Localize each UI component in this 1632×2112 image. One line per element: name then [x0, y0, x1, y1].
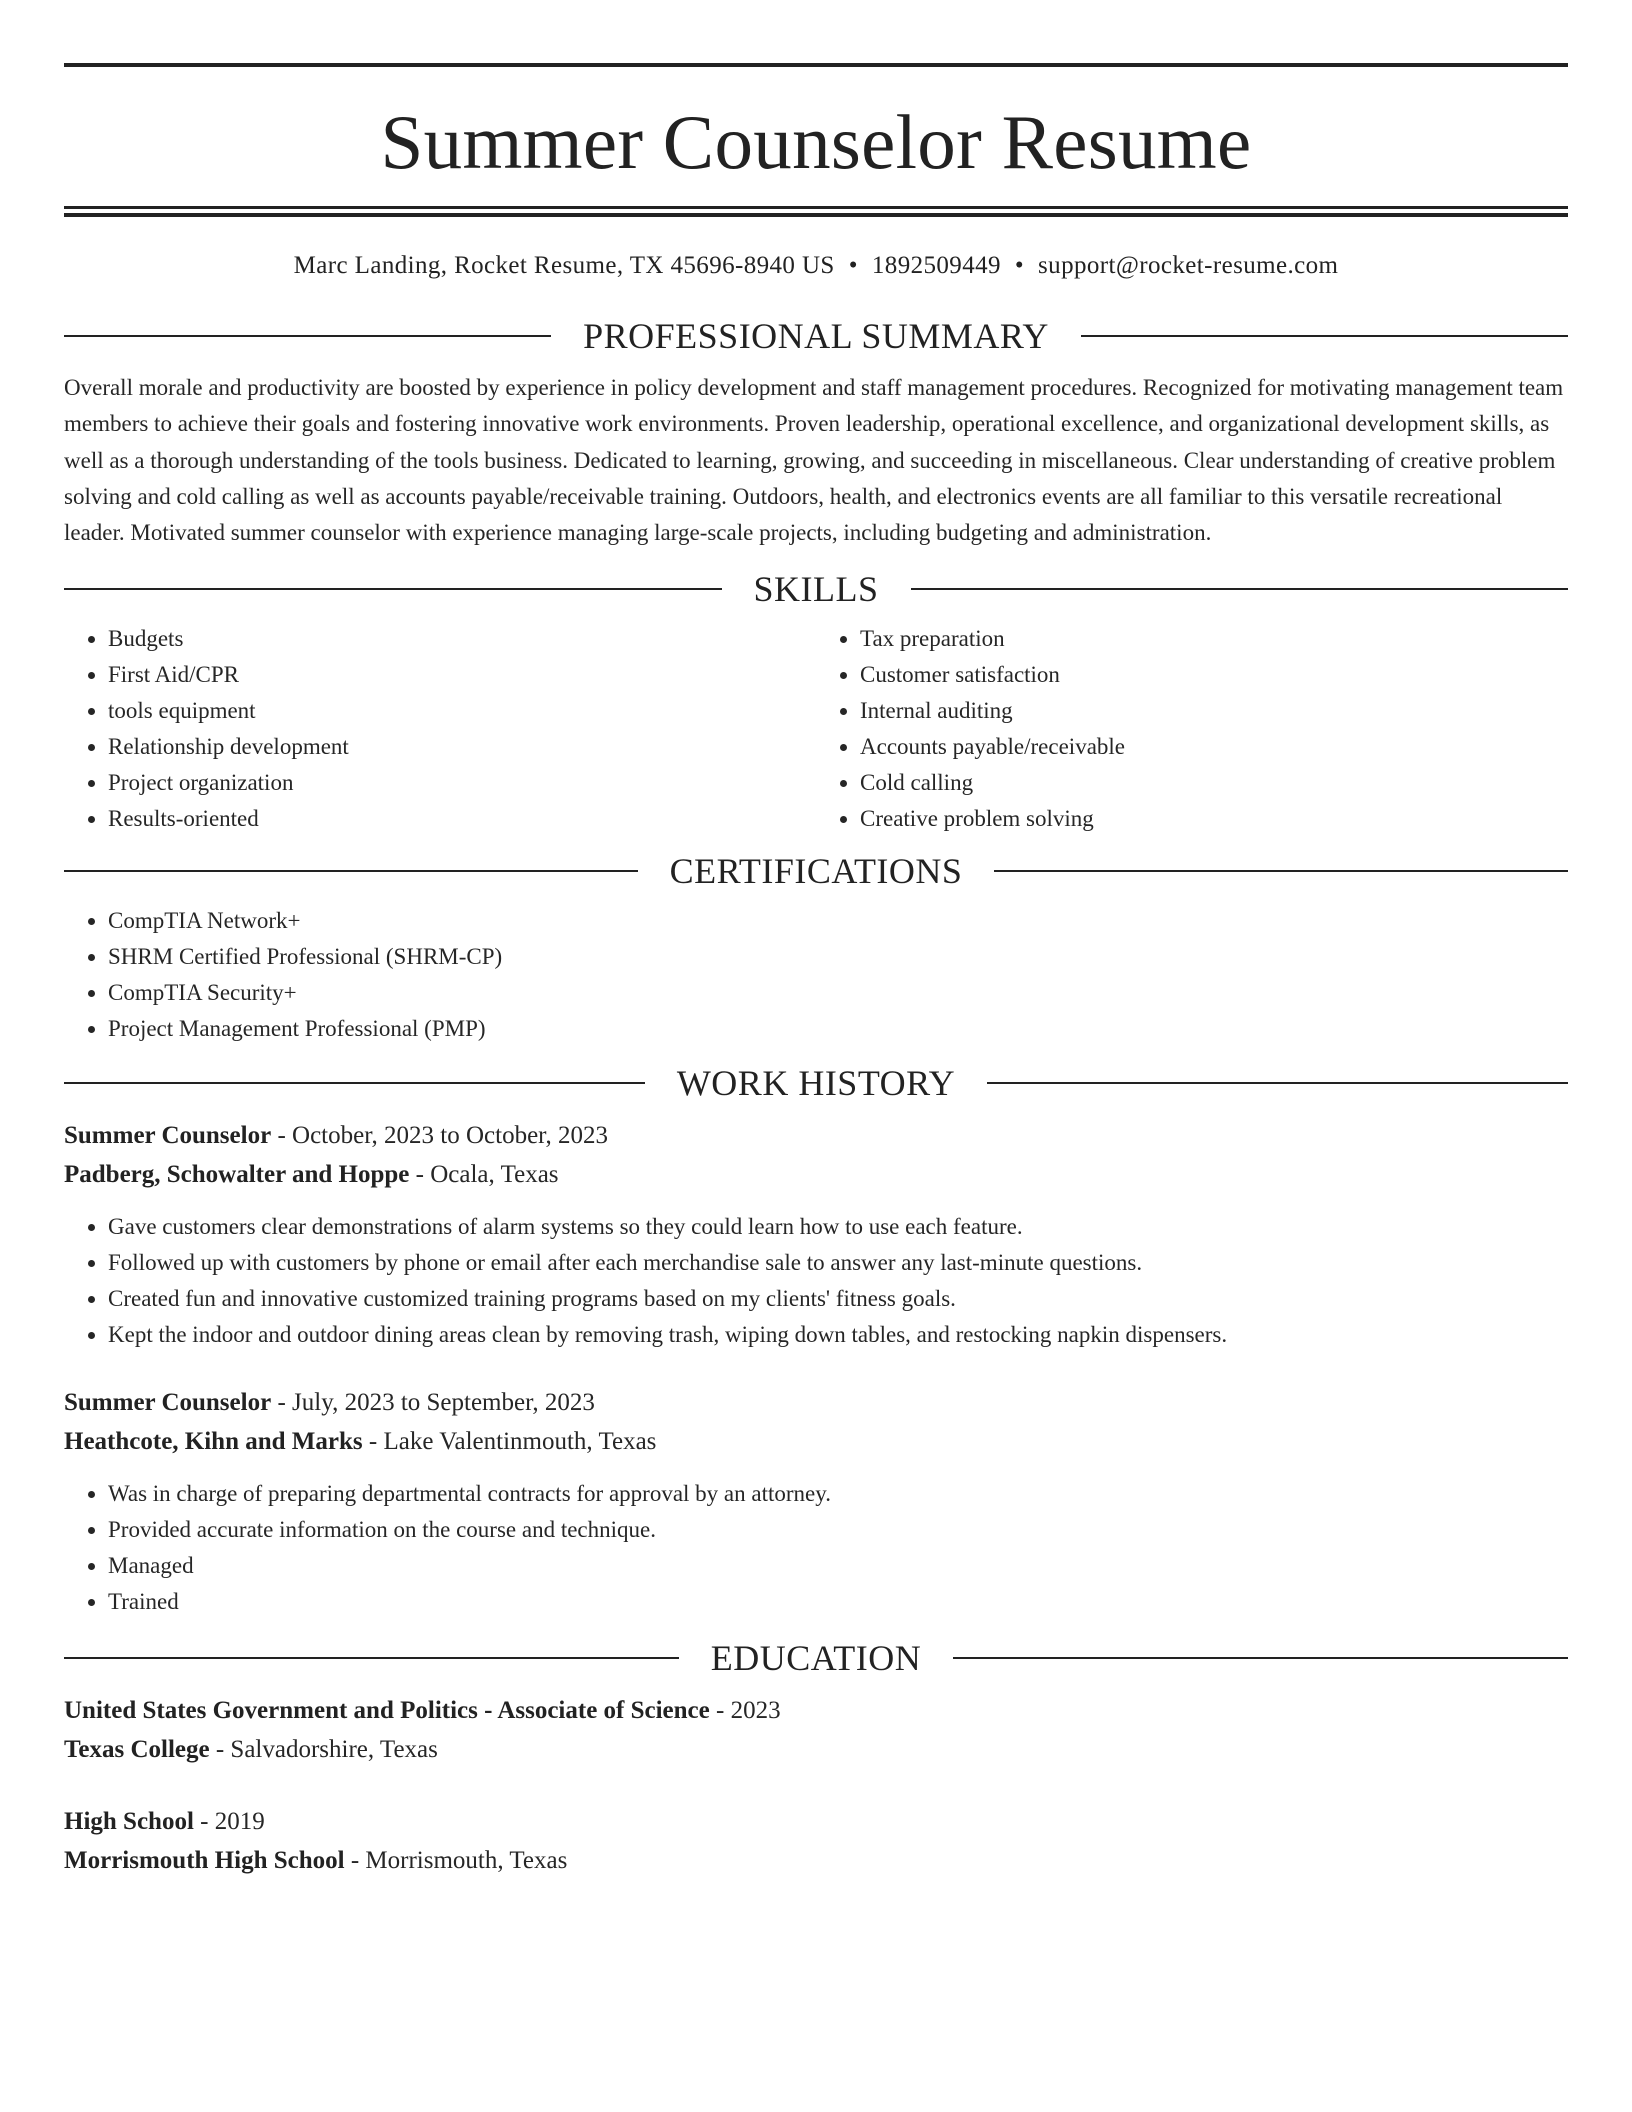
- summary-heading: PROFESSIONAL SUMMARY: [583, 316, 1049, 356]
- work-heading: WORK HISTORY: [676, 1063, 956, 1104]
- education-section-header: [64, 1636, 1568, 1680]
- job-bullet: • Kept the indoor and outdoor dining areas clean by removing trash, wiping down tables, and restocking napkin dispensers.: [108, 1317, 1568, 1353]
- job-location: - Lake Valentinmouth, Texas: [362, 1427, 657, 1455]
- job-company: Heathcote, Kihn and Marks: [64, 1427, 363, 1455]
- job-bullets: [64, 1476, 1568, 1620]
- skills-grid: [64, 621, 1568, 837]
- job-title: Summer Counselor: [64, 1389, 272, 1417]
- job-company-line: [64, 1156, 1568, 1195]
- education-location: - Salvadorshire, Texas: [209, 1735, 438, 1763]
- education-entry: [64, 1803, 1568, 1880]
- certification-item: • CompTIA Security+: [108, 975, 1568, 1011]
- work-section-header: [64, 1061, 1568, 1105]
- skill-item: • Relationship development: [108, 729, 816, 765]
- job-company: Padberg, Schowalter and Hoppe: [64, 1160, 410, 1188]
- education-degree: United States Government and Politics - Associate of Science: [64, 1697, 710, 1725]
- skill-item: • Internal auditing: [860, 693, 1568, 729]
- education-school: Texas College: [64, 1735, 210, 1763]
- job-entry: [64, 1384, 1568, 1620]
- job-bullet: • Created fun and innovative customized training programs based on my clients' fitness goals.: [108, 1281, 1568, 1317]
- section-rule-right: [987, 1082, 1568, 1084]
- section-rule-left: [64, 1657, 679, 1659]
- job-bullets: [64, 1209, 1568, 1353]
- title-double-rule: [64, 206, 1568, 217]
- section-rule-right: [911, 588, 1569, 590]
- section-rule-right: [1081, 335, 1568, 337]
- skill-item: • tools equipment: [108, 693, 816, 729]
- education-year: - 2023: [709, 1697, 781, 1725]
- education-degree: High School: [64, 1808, 194, 1836]
- education-entry: [64, 1692, 1568, 1769]
- certification-item: • CompTIA Network+: [108, 903, 1568, 939]
- job-dates: - October, 2023 to October, 2023: [271, 1122, 608, 1150]
- education-degree-line: [64, 1803, 1568, 1842]
- top-rule: [64, 63, 1568, 67]
- section-rule-right: [994, 870, 1568, 872]
- contact-email: support@rocket-resume.com: [1038, 252, 1339, 279]
- skill-item: • Tax preparation: [860, 621, 1568, 657]
- education-location: - Morrismouth, Texas: [344, 1846, 568, 1874]
- job-title: Summer Counselor: [64, 1122, 272, 1150]
- education-heading: EDUCATION: [710, 1638, 922, 1679]
- skill-item: • Project organization: [108, 765, 816, 801]
- education-school: Morrismouth High School: [64, 1846, 345, 1874]
- skills-heading: SKILLS: [753, 569, 879, 610]
- job-bullet: • Provided accurate information on the course and technique.: [108, 1512, 1568, 1548]
- job-bullet: • Trained: [108, 1584, 1568, 1620]
- section-rule-left: [64, 870, 638, 872]
- skill-item: • Accounts payable/receivable: [860, 729, 1568, 765]
- section-rule-left: [64, 1082, 645, 1084]
- resume-page: [64, 63, 1568, 1880]
- skill-item: • Budgets: [108, 621, 816, 657]
- contact-separator: •: [1014, 252, 1025, 279]
- skills-list-right: [816, 621, 1568, 837]
- job-location: - Ocala, Texas: [409, 1160, 559, 1188]
- job-title-line: [64, 1384, 1568, 1423]
- section-rule-left: [64, 588, 722, 590]
- job-bullet: • Was in charge of preparing departmental contracts for approval by an attorney.: [108, 1476, 1568, 1512]
- skill-item: • Creative problem solving: [860, 801, 1568, 837]
- education-school-line: [64, 1842, 1568, 1881]
- contact-separator: •: [848, 252, 858, 279]
- education-school-line: [64, 1731, 1568, 1770]
- job-entry: [64, 1117, 1568, 1353]
- job-title-line: [64, 1117, 1568, 1156]
- summary-section-header: [64, 314, 1568, 358]
- certifications-section-header: [64, 849, 1568, 893]
- certifications-heading: CERTIFICATIONS: [669, 851, 963, 892]
- resume-title: Summer Counselor Resume: [380, 99, 1252, 185]
- job-bullet: • Followed up with customers by phone or email after each merchandise sale to answer any last-minute questions.: [108, 1245, 1568, 1281]
- summary-text: Overall morale and productivity are boosted by experience in policy development and staff management procedures. Recognized for motivating management team members to achieve their goals and fostering innovative work environments. Proven leadership, operational excellence, and organizational development skills, as well as a thorough understanding of the tools business. Dedicated to learning, growing, and succeeding in miscellaneous. Clear understanding of creative problem solving and cold calling as well as accounts payable/receivable training. Outdoors, health, and electronics events are all familiar to this versatile recreational leader. Motivated summer counselor with experience managing large-scale projects, including budgeting and administration.: [64, 375, 1564, 546]
- contact-line: [64, 251, 1568, 281]
- skill-item: • Results-oriented: [108, 801, 816, 837]
- certification-item: • SHRM Certified Professional (SHRM-CP): [108, 939, 1568, 975]
- skill-item: • Cold calling: [860, 765, 1568, 801]
- job-dates: - July, 2023 to September, 2023: [271, 1389, 595, 1417]
- skill-item: • First Aid/CPR: [108, 657, 816, 693]
- education-year: - 2019: [193, 1808, 265, 1836]
- skills-section-header: [64, 567, 1568, 611]
- skill-item: • Customer satisfaction: [860, 657, 1568, 693]
- section-rule-left: [64, 335, 551, 337]
- education-degree-line: [64, 1692, 1568, 1731]
- skills-list-left: [64, 621, 816, 837]
- contact-phone: 1892509449: [871, 252, 1001, 279]
- job-bullet: • Gave customers clear demonstrations of alarm systems so they could learn how to use each feature.: [108, 1209, 1568, 1245]
- certification-item: • Project Management Professional (PMP): [108, 1011, 1568, 1047]
- job-bullet: • Managed: [108, 1548, 1568, 1584]
- contact-address: Marc Landing, Rocket Resume, TX 45696-8940 US: [293, 252, 835, 279]
- section-rule-right: [953, 1657, 1568, 1659]
- certifications-list: [64, 903, 1568, 1047]
- job-company-line: [64, 1423, 1568, 1462]
